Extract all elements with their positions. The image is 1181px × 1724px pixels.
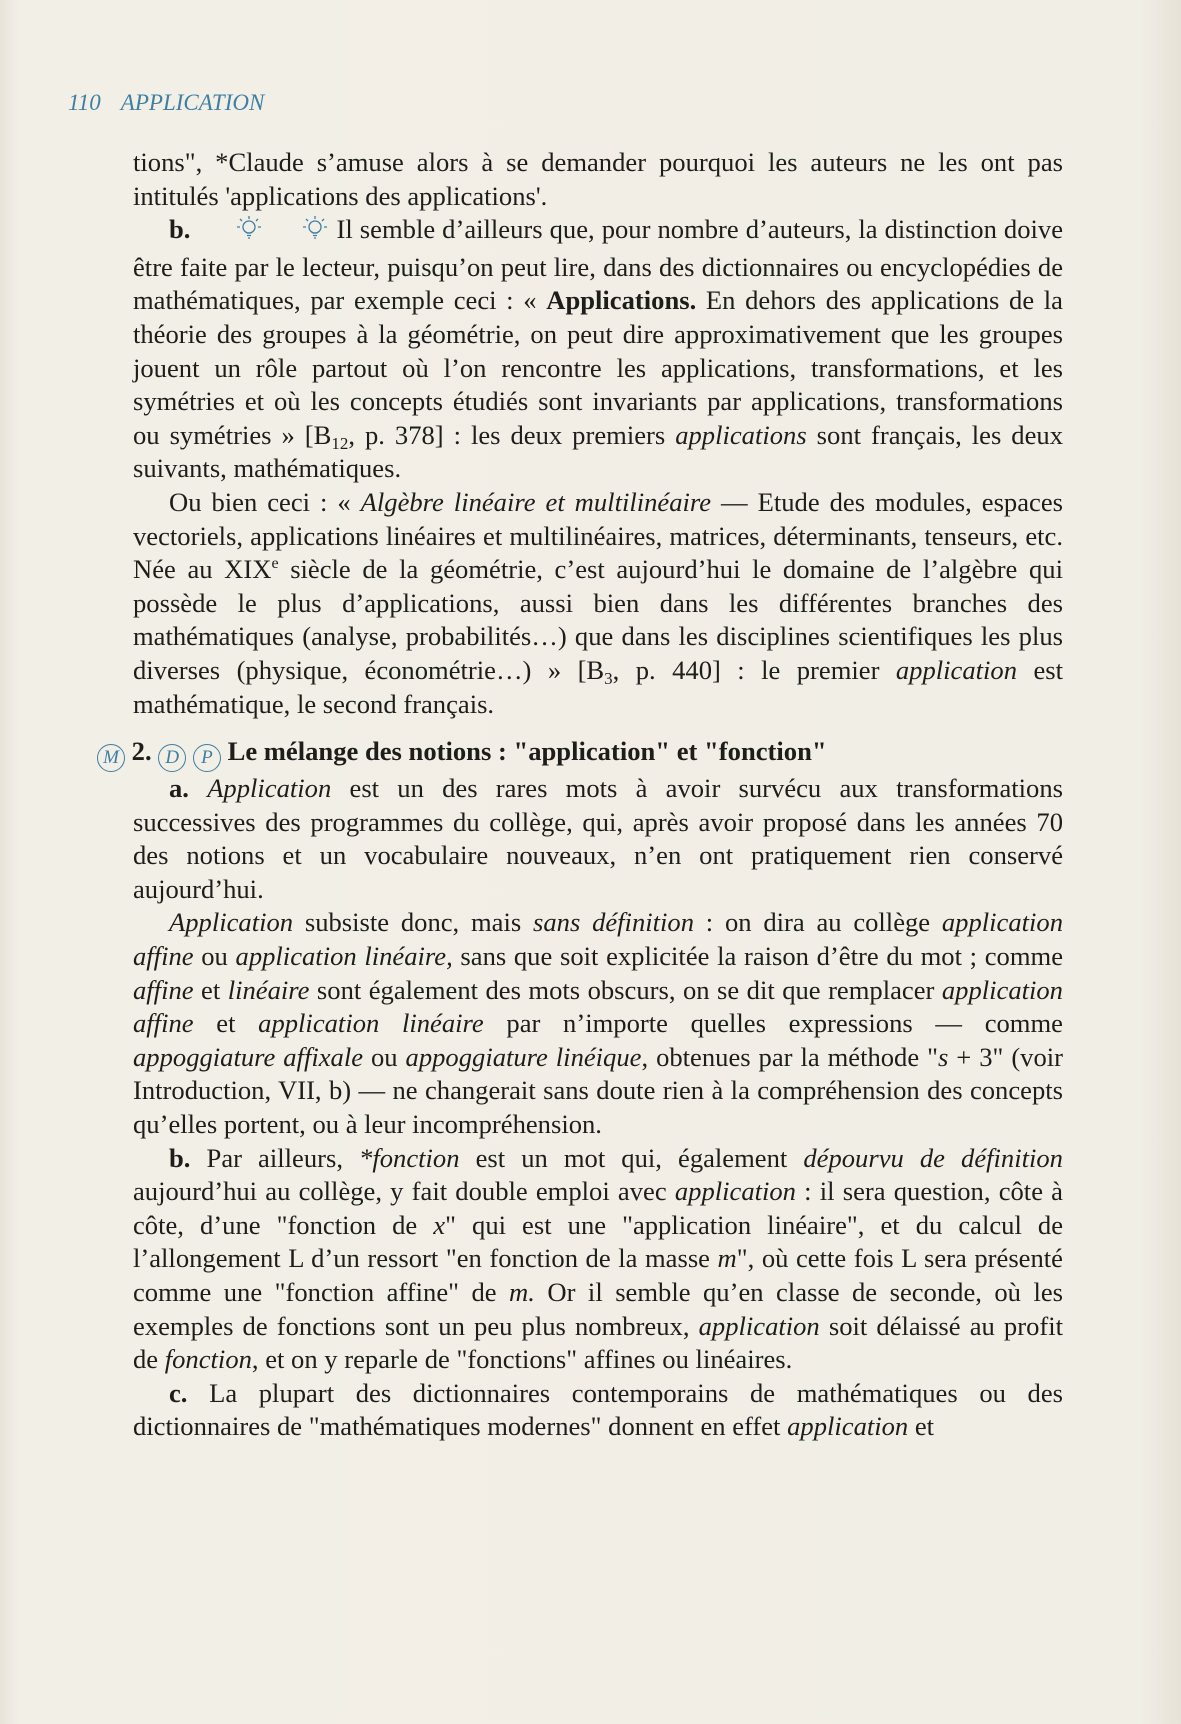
paragraph-application-subsiste bbox=[133, 906, 1063, 1141]
italic-term: application affine bbox=[133, 907, 1064, 972]
text: subsiste donc, mais bbox=[293, 907, 533, 938]
bold-term: Applications. bbox=[546, 285, 697, 316]
m-symbol-icon: M bbox=[97, 744, 125, 772]
text: ", où cette fois L sera présenté comme une "fonction affine" de bbox=[133, 1243, 1063, 1307]
body-text bbox=[103, 146, 1064, 1444]
text: ou bbox=[193, 941, 236, 972]
paragraph-b-first bbox=[133, 213, 1063, 486]
italic-term: application bbox=[787, 1411, 909, 1442]
italic-term: appoggiature affixale bbox=[133, 1041, 364, 1072]
text: : on dira au collège bbox=[694, 907, 942, 938]
italic-term: affine bbox=[133, 974, 194, 1005]
italic-term: application affine bbox=[133, 974, 1063, 1039]
italic-term: s bbox=[937, 1041, 949, 1072]
italic-term: application bbox=[674, 1176, 796, 1207]
text: sont français, les deux suivants, mathématiques. bbox=[133, 419, 1063, 484]
text: est un des rares mots à avoir survécu aux transformations successives des programmes du collège, qui, après avoir proposé dans les années 70 des notions et un vocabulaire nouveaux, n’en ont pratiquement rien conservé aujourd’hui. bbox=[133, 773, 1063, 904]
subscript: 12 bbox=[331, 433, 349, 453]
lightbulb-icon bbox=[200, 214, 262, 251]
italic-term: m bbox=[717, 1243, 737, 1274]
text: sans que soit explicitée la raison d’être du mot ; comme bbox=[452, 941, 1063, 972]
paragraph-ou-bien bbox=[133, 486, 1063, 721]
item-label: b. bbox=[169, 1142, 191, 1173]
text: tions", *Claude s’amuse alors à se demander pourquoi les auteurs ne les ont pas intitulés 'applications des applications'. bbox=[133, 147, 1063, 211]
text: par n’importe quelles expressions — comme bbox=[483, 1008, 1063, 1039]
paragraph-b-second bbox=[133, 1142, 1063, 1377]
text: ou bbox=[363, 1041, 406, 1072]
running-header bbox=[68, 90, 264, 116]
text: est un mot qui, également bbox=[459, 1142, 804, 1173]
superscript: e bbox=[271, 555, 279, 573]
lightbulb-icon bbox=[266, 214, 328, 251]
paragraph-a bbox=[133, 772, 1063, 906]
text: La plupart des dictionnaires contemporains de mathématiques ou des dictionnaires de "mathématiques modernes" donnent en effet bbox=[133, 1377, 1063, 1442]
italic-term: x bbox=[433, 1209, 446, 1240]
italic-term: fonction bbox=[164, 1344, 252, 1375]
p-symbol-icon: P bbox=[193, 744, 221, 772]
text: soit délaissé au profit de bbox=[133, 1310, 1063, 1375]
text: Il semble d’ailleurs que, pour nombre d’auteurs, la distinction doive être faite par le lecteur, puisqu’on peut lire, dans des dictionnaires ou encyclopédies de mathématiques, par exemple ceci : « bbox=[133, 214, 1064, 316]
italic-term: applications bbox=[675, 419, 807, 450]
italic-term: m. bbox=[509, 1277, 535, 1307]
text: " qui est une "application linéaire", et du calcul de l’allongement L d’un ressort "en fonction de la masse bbox=[133, 1209, 1063, 1274]
text: Par ailleurs, bbox=[190, 1142, 360, 1173]
text: sont également des mots obscurs, on se dit que remplacer bbox=[309, 974, 942, 1005]
text: et bbox=[908, 1411, 935, 1442]
italic-term: appoggiature linéique bbox=[405, 1041, 642, 1072]
text: siècle de la géométrie, c’est aujourd’hui le domaine de l’algèbre qui possède le plus d’applications, aussi bien dans les différentes branches des mathématiques (analyse, probabilités…) que dans les disciplines scientifiques les plus diverses (physique, économétrie…) » [B bbox=[133, 554, 1063, 685]
paragraph-c bbox=[133, 1377, 1063, 1444]
paragraph-continuation bbox=[133, 146, 1063, 213]
italic-term: application linéaire bbox=[258, 1008, 484, 1039]
italic-term: dépourvu de définition bbox=[803, 1142, 1063, 1173]
running-title: APPLICATION bbox=[120, 90, 265, 115]
section-heading bbox=[97, 735, 1063, 772]
italic-term: Application bbox=[207, 773, 332, 804]
italic-term: *fonction bbox=[359, 1142, 460, 1173]
item-label: a. bbox=[169, 773, 189, 804]
item-label: c. bbox=[169, 1377, 188, 1408]
italic-term: application linéaire, bbox=[235, 941, 453, 972]
subscript: 3 bbox=[604, 668, 613, 688]
text: et bbox=[193, 1008, 259, 1039]
text: Or il semble qu’en classe de seconde, où les exemples de fonctions sont un peu plus nombreux, bbox=[133, 1277, 1063, 1341]
italic-term: Application bbox=[169, 907, 294, 938]
item-label: b. bbox=[169, 214, 191, 245]
text: + 3" (voir Introduction, VII, b) — ne changerait sans doute rien à la compréhension des concepts qu’elles portent, ou à leur incompréhension. bbox=[133, 1041, 1064, 1140]
section-number: 2. bbox=[131, 736, 152, 767]
text: — Etude des modules, espaces vectoriels, applications linéaires et multilinéaires, matrices, déterminants, tenseurs, etc. Née au XIX bbox=[133, 486, 1063, 585]
italic-term: application bbox=[698, 1310, 820, 1341]
text: , p. 440] : le premier bbox=[612, 654, 896, 685]
text: : il sera question, côte à côte, d’une "fonction de bbox=[133, 1176, 1063, 1240]
text: , et on y reparle de "fonctions" affines ou linéaires. bbox=[251, 1344, 793, 1375]
text: aujourd’hui au collège, y fait double emploi avec bbox=[133, 1176, 675, 1207]
d-symbol-icon: D bbox=[158, 744, 186, 772]
italic-term: sans définition bbox=[533, 907, 695, 938]
text: , p. 378] : les deux premiers bbox=[348, 419, 676, 450]
text: , obtenues par la méthode " bbox=[641, 1041, 938, 1072]
text: et bbox=[193, 974, 228, 1005]
italic-term: application bbox=[895, 654, 1018, 685]
text: Ou bien ceci : « bbox=[169, 486, 361, 517]
page-number: 110 bbox=[68, 90, 101, 115]
section-title: Le mélange des notions : "application" et "fonction" bbox=[227, 736, 827, 767]
italic-term: linéaire bbox=[227, 974, 310, 1005]
text: En dehors des applications de la théorie des groupes à la géométrie, on peut dire approximativement que les groupes jouent un rôle partout où l’on rencontre les applications, transformations, et les symétries et où les concepts étudiés sont invariants par applications, transformations ou symétries » [B bbox=[133, 285, 1063, 450]
text: est mathématique, le second français. bbox=[133, 654, 1063, 719]
italic-term: Algèbre linéaire et multilinéaire bbox=[360, 486, 712, 517]
